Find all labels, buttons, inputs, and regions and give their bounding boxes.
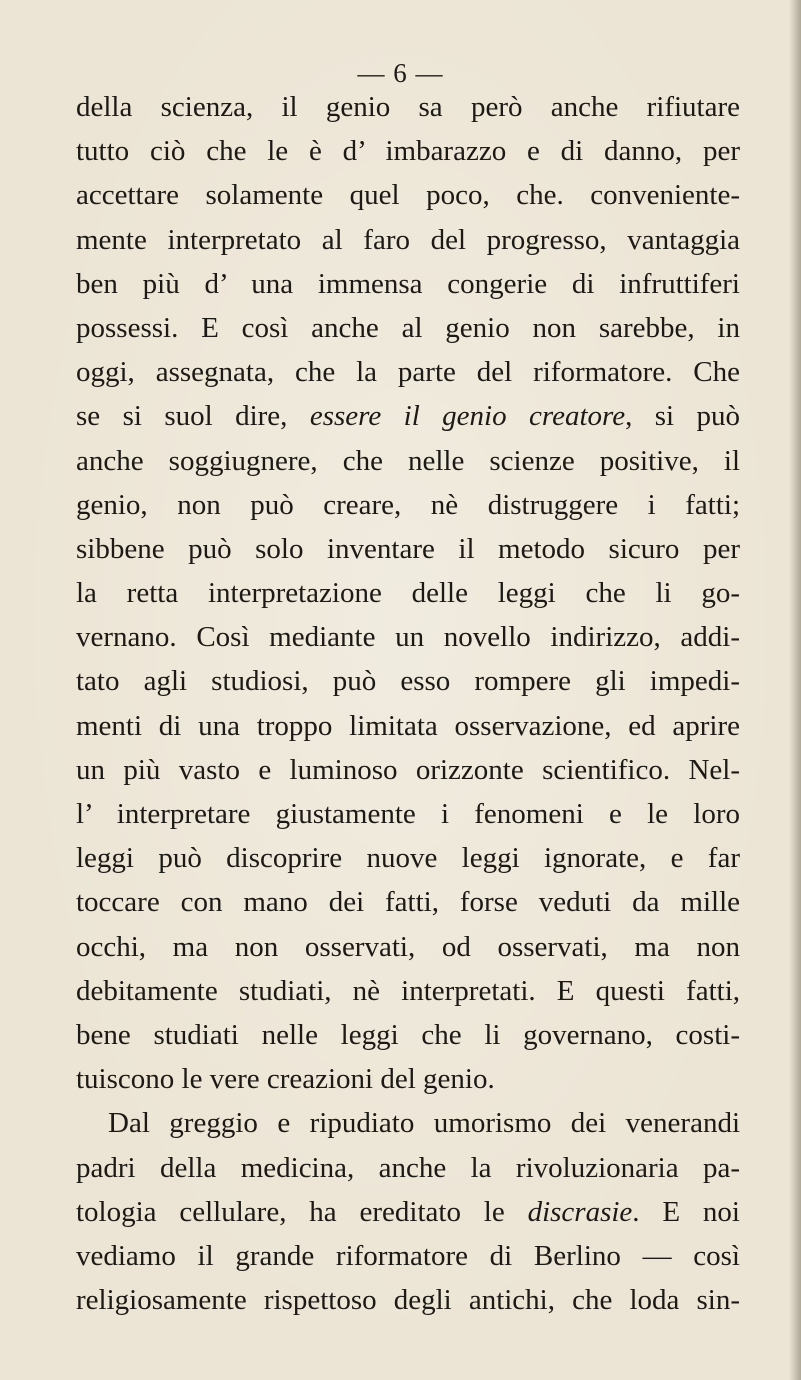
text-segment: , si può (625, 400, 741, 433)
text-line (76, 439, 740, 483)
text-segment: possessi. E così anche al genio non sarebbe, in (76, 311, 740, 344)
text-line (76, 173, 740, 217)
text-line (76, 394, 740, 438)
text-line (76, 969, 740, 1013)
italic-text: discrasie (527, 1195, 633, 1228)
page-edge-shadow (789, 0, 801, 1380)
text-line (76, 1190, 740, 1234)
text-segment: genio, non può creare, nè distruggere i fatti; (76, 488, 740, 521)
text-segment: tuiscono le vere creazioni del genio. (76, 1063, 495, 1096)
text-segment: tato agli studiosi, può esso rompere gli impedi- (76, 665, 740, 698)
text-segment: della scienza, il genio sa però anche rifiutare (76, 91, 740, 123)
text-segment: mente interpretato al faro del progresso, vantaggia (76, 223, 740, 256)
text-segment: padri della medicina, anche la rivoluzionaria pa- (76, 1151, 740, 1184)
text-segment: toccare con mano dei fatti, forse veduti da mille (76, 886, 740, 919)
text-segment: un più vasto e luminoso orizzonte scientifico. Nel- (76, 753, 740, 786)
text-line (76, 1278, 740, 1322)
text-line (76, 836, 740, 880)
text-segment: debitamente studiati, nè interpretati. E questi fatti, (76, 974, 740, 1007)
text-line (76, 615, 740, 659)
text-line (76, 571, 740, 615)
text-segment: menti di una troppo limitata osservazione, ed aprire (76, 709, 740, 742)
text-segment: tologia cellulare, ha ereditato le (76, 1195, 528, 1228)
text-line (76, 1234, 740, 1278)
text-line (76, 129, 740, 173)
page-number: — 6 — (357, 58, 444, 88)
body-text (76, 85, 740, 1322)
text-line (76, 1101, 740, 1145)
text-line (76, 262, 740, 306)
text-line (76, 792, 740, 836)
text-segment: religiosamente rispettoso degli antichi, che loda sin- (76, 1284, 740, 1317)
text-line (76, 527, 740, 571)
text-line (76, 880, 740, 924)
text-segment: bene studiati nelle leggi che li governano, costi- (76, 1018, 740, 1051)
text-line (76, 1057, 740, 1101)
text-segment: vediamo il grande riformatore di Berlino — così (76, 1239, 740, 1272)
text-segment: occhi, ma non osservati, od osservati, ma non (76, 930, 740, 963)
text-segment: accettare solamente quel poco, che. conveniente- (76, 179, 740, 212)
italic-text: essere il genio creatore (309, 400, 626, 433)
text-line (76, 925, 740, 969)
text-line (76, 704, 740, 748)
text-segment: tutto ciò che le è d’ imbarazzo e di danno, per (76, 135, 740, 168)
text-segment: la retta interpretazione delle leggi che li go- (76, 577, 740, 610)
text-line (76, 659, 740, 703)
text-segment: oggi, assegnata, che la parte del riformatore. Che (76, 356, 740, 389)
text-line (76, 218, 740, 262)
text-segment: Dal greggio e ripudiato umorismo dei venerandi (108, 1107, 740, 1140)
text-line (76, 1146, 740, 1190)
text-segment: l’ interpretare giustamente i fenomeni e le loro (76, 798, 740, 830)
text-segment: ben più d’ una immensa congerie di infruttiferi (76, 267, 740, 300)
text-line (76, 483, 740, 527)
text-line (76, 748, 740, 792)
text-segment: leggi può discoprire nuove leggi ignorate, e far (76, 842, 740, 875)
text-segment: se si suol dire, (76, 400, 310, 433)
text-line (76, 306, 740, 350)
text-line (76, 350, 740, 394)
text-segment: vernano. Così mediante un novello indirizzo, addi- (76, 621, 740, 654)
text-segment: sibbene può solo inventare il metodo sicuro per (76, 532, 740, 565)
text-line (76, 1013, 740, 1057)
text-segment: . E noi (632, 1195, 740, 1228)
text-line (76, 85, 740, 129)
text-segment: anche soggiugnere, che nelle scienze positive, il (76, 444, 740, 477)
